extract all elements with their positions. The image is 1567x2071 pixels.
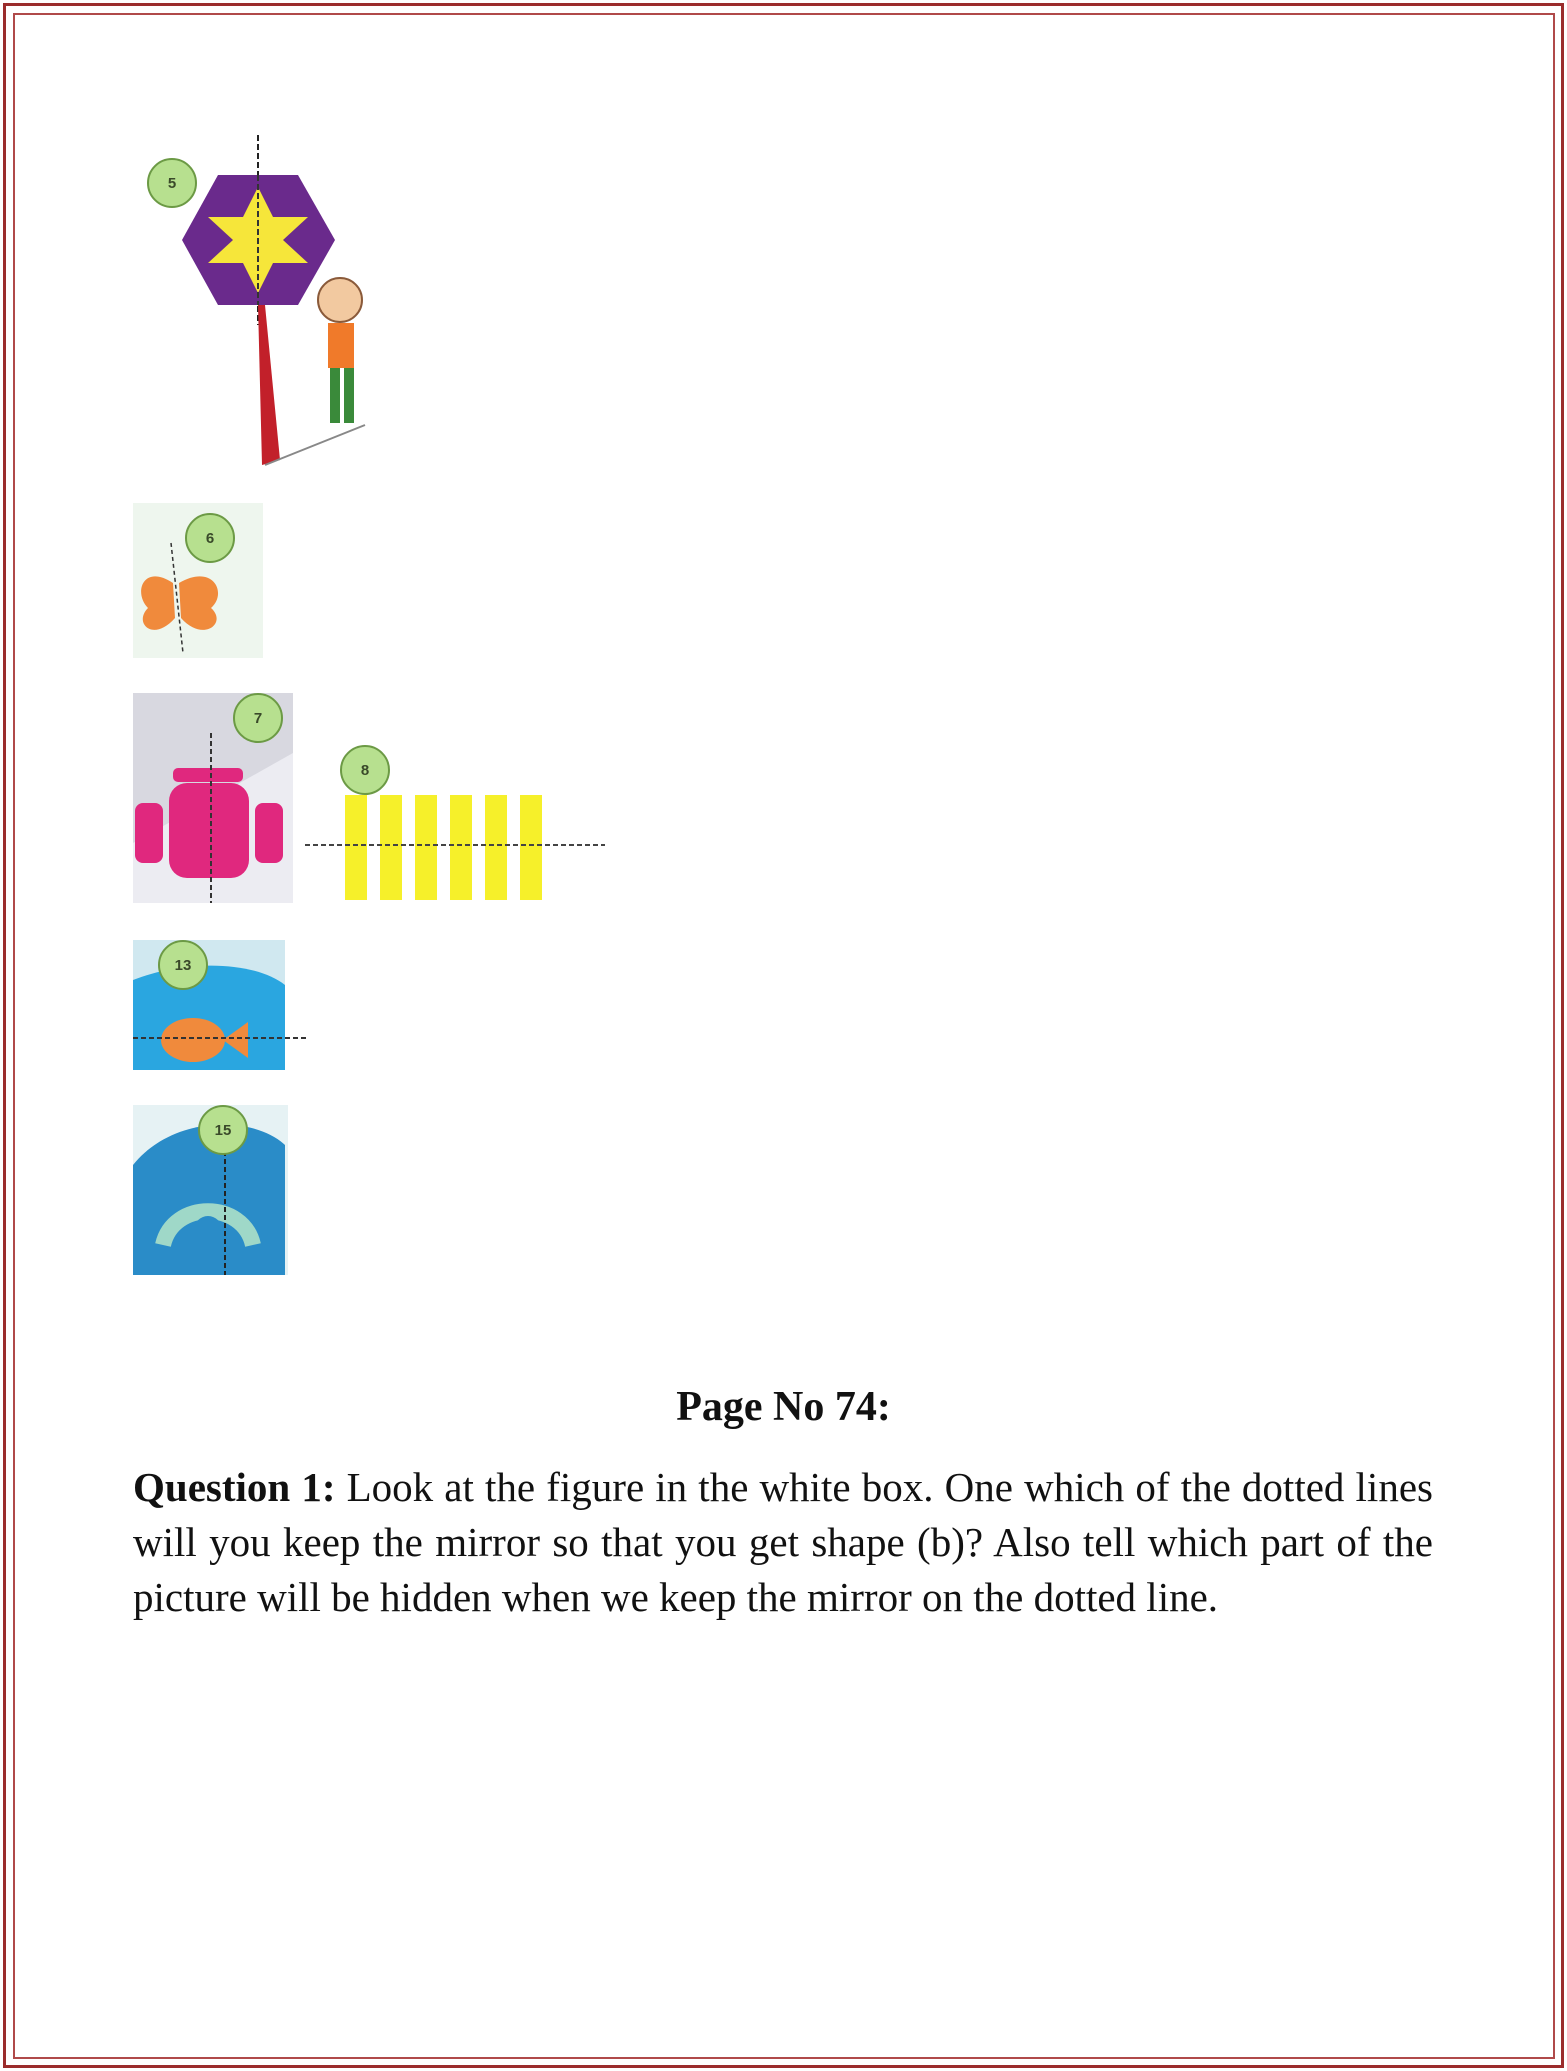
figure-valve	[133, 693, 293, 903]
figure-hexagon-star	[140, 135, 380, 470]
question-label: Question 1:	[133, 1464, 336, 1510]
figure-number-badge: 5	[147, 158, 197, 208]
figure-number-badge: 8	[340, 745, 390, 795]
figure-fish	[133, 940, 308, 1070]
figure-bars	[305, 745, 605, 905]
figure-butterfly	[133, 503, 263, 658]
page-heading: Page No 74:	[676, 1384, 891, 1430]
figure-number-badge: 13	[158, 940, 208, 990]
question-text: Look at the figure in the white box. One which of the dotted lines will you keep the mirror so that you get shape (b)? Also tell which part of the picture will be hidden when we keep the mirror on the dotted line.	[133, 1464, 1433, 1620]
figure-number-badge: 15	[198, 1105, 248, 1155]
figure-circular-arrows	[133, 1105, 288, 1275]
figure-number-badge: 6	[185, 513, 235, 563]
figure-number-badge: 7	[233, 693, 283, 743]
question-1	[133, 1460, 1433, 1625]
